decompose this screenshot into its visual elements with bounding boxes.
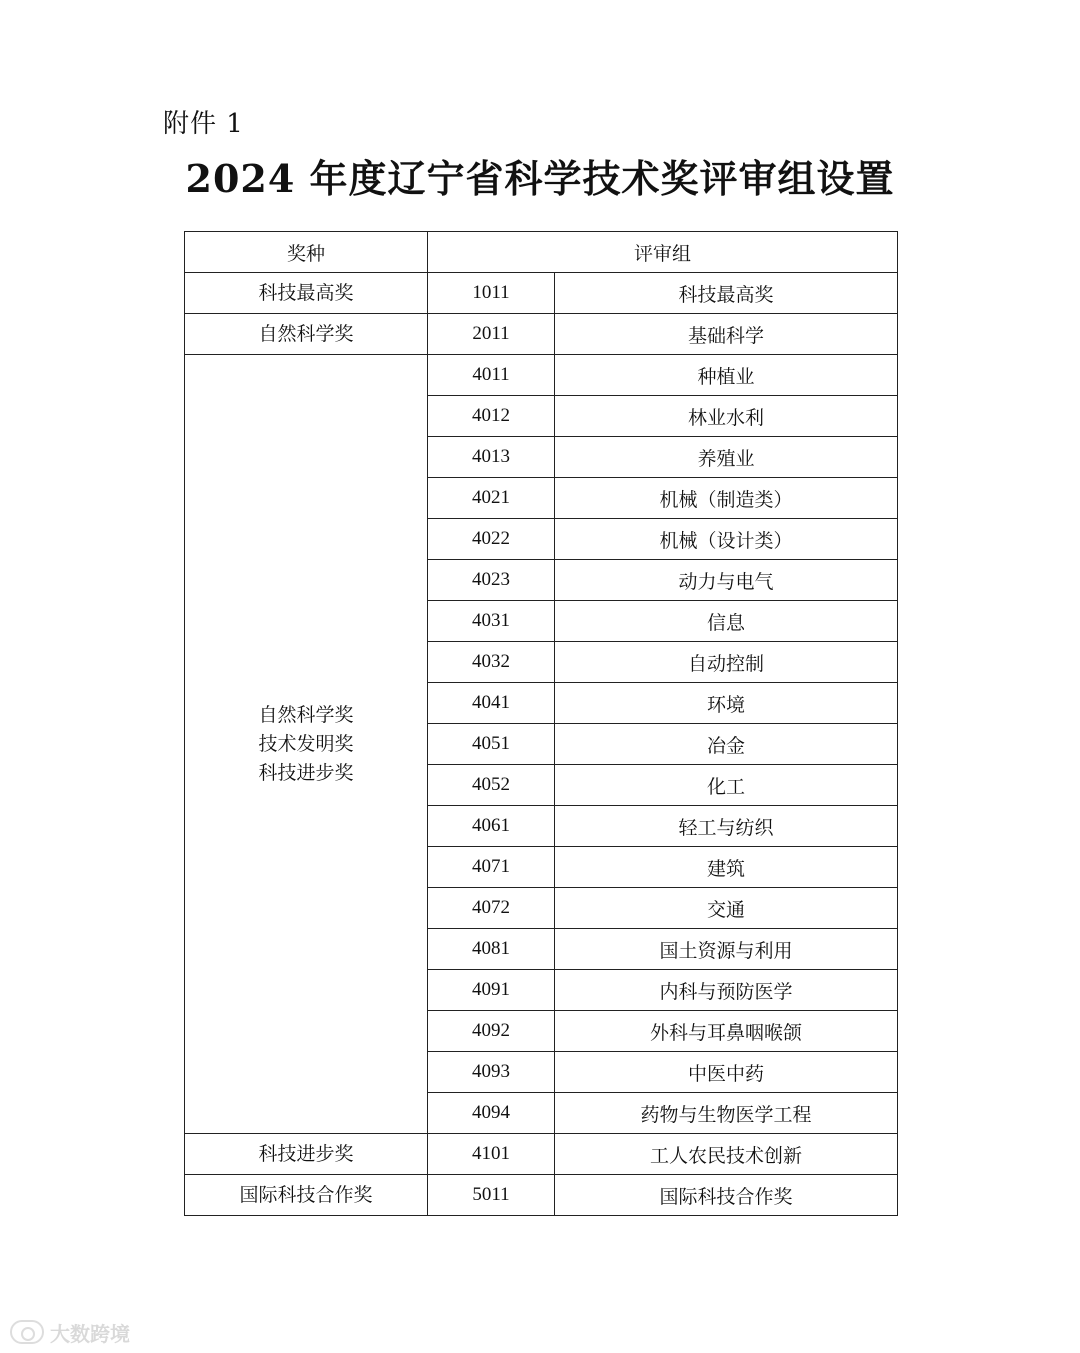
table-row — [185, 314, 898, 355]
award-type-cell — [185, 273, 428, 314]
header-award-type: 奖种 — [185, 232, 428, 273]
group-code-cell: 4041 — [428, 683, 555, 724]
group-name-cell: 机械（制造类） — [555, 478, 898, 519]
group-code-cell: 4051 — [428, 724, 555, 765]
group-code-cell: 4023 — [428, 560, 555, 601]
group-code-cell: 4021 — [428, 478, 555, 519]
table-row — [185, 355, 898, 396]
award-type-cell — [185, 355, 428, 1134]
group-name-cell: 药物与生物医学工程 — [555, 1093, 898, 1134]
group-code-cell: 4091 — [428, 970, 555, 1011]
award-type-label: 科技进步奖 — [258, 1142, 354, 1165]
watermark — [10, 1318, 130, 1346]
award-type-cell — [185, 1175, 428, 1216]
table-header-row — [185, 232, 898, 273]
group-name-cell: 环境 — [555, 683, 898, 724]
watermark-logo-icon — [10, 1320, 44, 1344]
header-review-group: 评审组 — [428, 232, 898, 273]
award-type-label: 科技最高奖 — [258, 281, 354, 304]
group-code-cell: 2011 — [428, 314, 555, 355]
group-name-cell: 林业水利 — [555, 396, 898, 437]
group-code-cell: 4022 — [428, 519, 555, 560]
group-code-cell: 4072 — [428, 888, 555, 929]
award-type-label: 自然科学奖 — [258, 703, 354, 726]
group-code-cell: 4031 — [428, 601, 555, 642]
group-code-cell: 4061 — [428, 806, 555, 847]
group-name-cell: 外科与耳鼻咽喉颌 — [555, 1011, 898, 1052]
award-type-cell — [185, 1134, 428, 1175]
group-code-cell: 1011 — [428, 273, 555, 314]
page-title: 2024 年度辽宁省科学技术奖评审组设置 — [185, 156, 895, 201]
attachment-label: 附件 1 — [163, 109, 244, 139]
award-type-label: 自然科学奖 — [258, 322, 354, 345]
table-row — [185, 273, 898, 314]
table-header — [185, 232, 898, 273]
group-name-cell: 动力与电气 — [555, 560, 898, 601]
review-group-table — [184, 231, 898, 1216]
group-name-cell: 建筑 — [555, 847, 898, 888]
watermark-text: 大数跨境 — [50, 1321, 130, 1346]
table-body — [185, 273, 898, 1216]
group-name-cell: 养殖业 — [555, 437, 898, 478]
group-code-cell: 4052 — [428, 765, 555, 806]
table-row — [185, 1134, 898, 1175]
group-name-cell: 工人农民技术创新 — [555, 1134, 898, 1175]
group-code-cell: 4101 — [428, 1134, 555, 1175]
group-name-cell: 国际科技合作奖 — [555, 1175, 898, 1216]
award-type-cell — [185, 314, 428, 355]
group-name-cell: 自动控制 — [555, 642, 898, 683]
group-code-cell: 4071 — [428, 847, 555, 888]
group-code-cell: 4013 — [428, 437, 555, 478]
group-name-cell: 种植业 — [555, 355, 898, 396]
group-code-cell: 4012 — [428, 396, 555, 437]
award-type-label: 科技进步奖 — [258, 761, 354, 784]
group-name-cell: 机械（设计类） — [555, 519, 898, 560]
group-name-cell: 交通 — [555, 888, 898, 929]
award-type-label: 技术发明奖 — [258, 732, 354, 755]
group-code-cell: 4011 — [428, 355, 555, 396]
group-name-cell: 中医中药 — [555, 1052, 898, 1093]
group-name-cell: 冶金 — [555, 724, 898, 765]
group-name-cell: 化工 — [555, 765, 898, 806]
group-name-cell: 基础科学 — [555, 314, 898, 355]
group-code-cell: 4032 — [428, 642, 555, 683]
group-code-cell: 4093 — [428, 1052, 555, 1093]
table-row — [185, 1175, 898, 1216]
group-name-cell: 内科与预防医学 — [555, 970, 898, 1011]
group-name-cell: 轻工与纺织 — [555, 806, 898, 847]
group-name-cell: 国土资源与利用 — [555, 929, 898, 970]
group-code-cell: 4081 — [428, 929, 555, 970]
group-code-cell: 4094 — [428, 1093, 555, 1134]
group-name-cell: 信息 — [555, 601, 898, 642]
group-code-cell: 4092 — [428, 1011, 555, 1052]
group-name-cell: 科技最高奖 — [555, 273, 898, 314]
award-type-label: 国际科技合作奖 — [239, 1183, 373, 1206]
group-code-cell: 5011 — [428, 1175, 555, 1216]
